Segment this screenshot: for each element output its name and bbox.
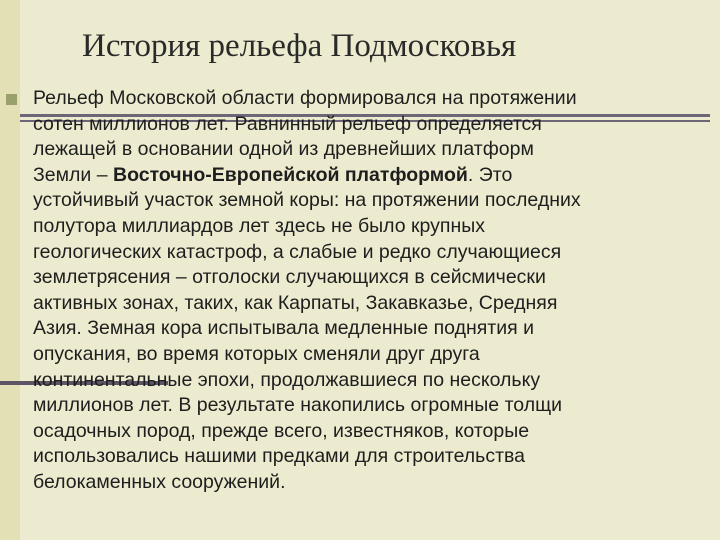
left-decorative-band	[0, 0, 20, 540]
paragraph-text-after: . Это устойчивый участок земной коры: на протяжении последних полутора миллиардов лет здесь не было крупных геологических катастроф, а слабые и редко случающиеся землетрясения – отголоски случающихся в сейсмически активных зонах, таких, как Карпаты, Закавказье, Средняя Азия. Земная кора испытывала медленные поднятия и опускания, во время которых сменяли друг друга континентальные эпохи, продолжавшиеся по нескольку миллионов лет. В результате накопились огромные толщи осадочных пород, прежде всего, известняков, которые использовались нашими предками для строительства белокаменных сооружений.	[33, 163, 581, 493]
square-bullet-icon	[6, 94, 17, 105]
paragraph-bold-term: Восточно-Европейской платформой	[112, 163, 468, 186]
body-paragraph	[33, 86, 719, 496]
slide-title: История рельефа Подмосковья	[82, 28, 517, 64]
paragraph-text-before: Рельеф Московской области формировался на протяжении сотен миллионов лет. Равнинный рельеф определяется лежащей в основании одной из древнейших платформ Земли –	[33, 87, 577, 186]
